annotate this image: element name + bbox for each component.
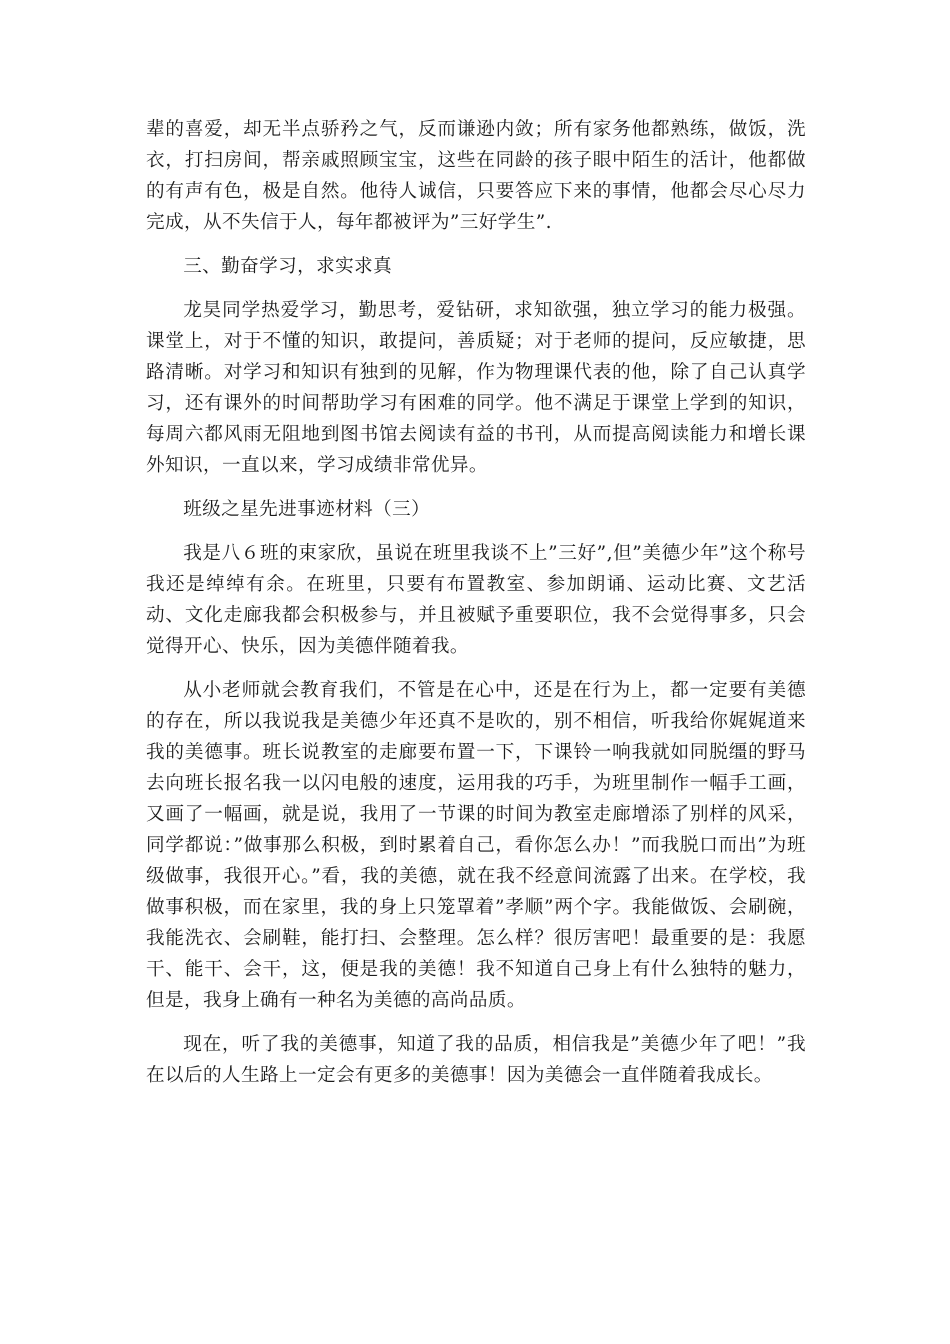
paragraph-continuation: 辈的喜爱，却无半点骄矜之气，反而谦逊内敛；所有家务他都熟练，做饭，洗衣，打扫房间，帮亲戚照顾宝宝，这些在同龄的孩子眼中陌生的活计，他都做的有声有色，极是自然。他待人诚信，只要答应下来的事情，他都会尽心尽力完成，从不失信于人，每年都被评为”三好学生”. (146, 119, 806, 233)
paragraph-virtue-story: 从小老师就会教育我们，不管是在心中，还是在行为上，都一定要有美德的存在，所以我说我是美德少年还真不是吹的，别不相信，听我给你娓娓道来我的美德事。班长说教室的走廊要布置一下，下课铃一响我就如同脱缰的野马去向班长报名我一以闪电般的速度，运用我的巧手，为班里制作一幅手工画，又画了一幅画，就是说，我用了一节课的时间为教室走廊增添了别样的风采，同学都说：”做事那么积极，到时累着自己，看你怎么办！”而我脱口而出”为班级做事，我很开心。”看，我的美德，就在我不经意间流露了出来。在学校，我做事积极，而在家里，我的身上只笼罩着”孝顺”两个字。我能做饭、会刷碗，我能洗衣、会刷鞋，能打扫、会整理。怎么样？很厉害吧！最重要的是：我愿干、能干、会干，这，便是我的美德！我不知道自己身上有什么独特的魅力，但是，我身上确有一种名为美德的高尚品质。 (146, 680, 806, 1011)
section-heading-study: 三、勤奋学习，求实求真 (183, 256, 393, 277)
paragraph-study: 龙昊同学热爱学习，勤思考，爱钻研，求知欲强，独立学习的能力极强。课堂上，对于不懂的知识，敢提问，善质疑；对于老师的提问，反应敏捷，思路清晰。对学习和知识有独到的见解，作为物理课代表的他，除了自己认真学习，还有课外的时间帮助学习有困难的同学。他不满足于课堂上学到的知识，每周六都风雨无阻地到图书馆去阅读有益的书刊，从而提高阅读能力和增长课外知识，一直以来，学习成绩非常优异。 (146, 300, 806, 476)
section-heading-class-star: 班级之星先进事迹材料（三） (183, 499, 431, 520)
paragraph-conclusion: 现在，听了我的美德事，知道了我的品质，相信我是”美德少年了吧！”我在以后的人生路上一定会有更多的美德事！因为美德会一直伴随着我成长。 (146, 1034, 806, 1086)
paragraph-intro: 我是八６班的束家欣，虽说在班里我谈不上”三好”,但”美德少年”这个称号我还是绰绰有余。在班里，只要有布置教室、参加朗诵、运动比赛、文艺活动、文化走廊我都会积极参与，并且被赋予重要职位，我不会觉得事多，只会觉得开心、快乐，因为美德伴随着我。 (146, 543, 806, 657)
document-page (146, 114, 806, 1104)
